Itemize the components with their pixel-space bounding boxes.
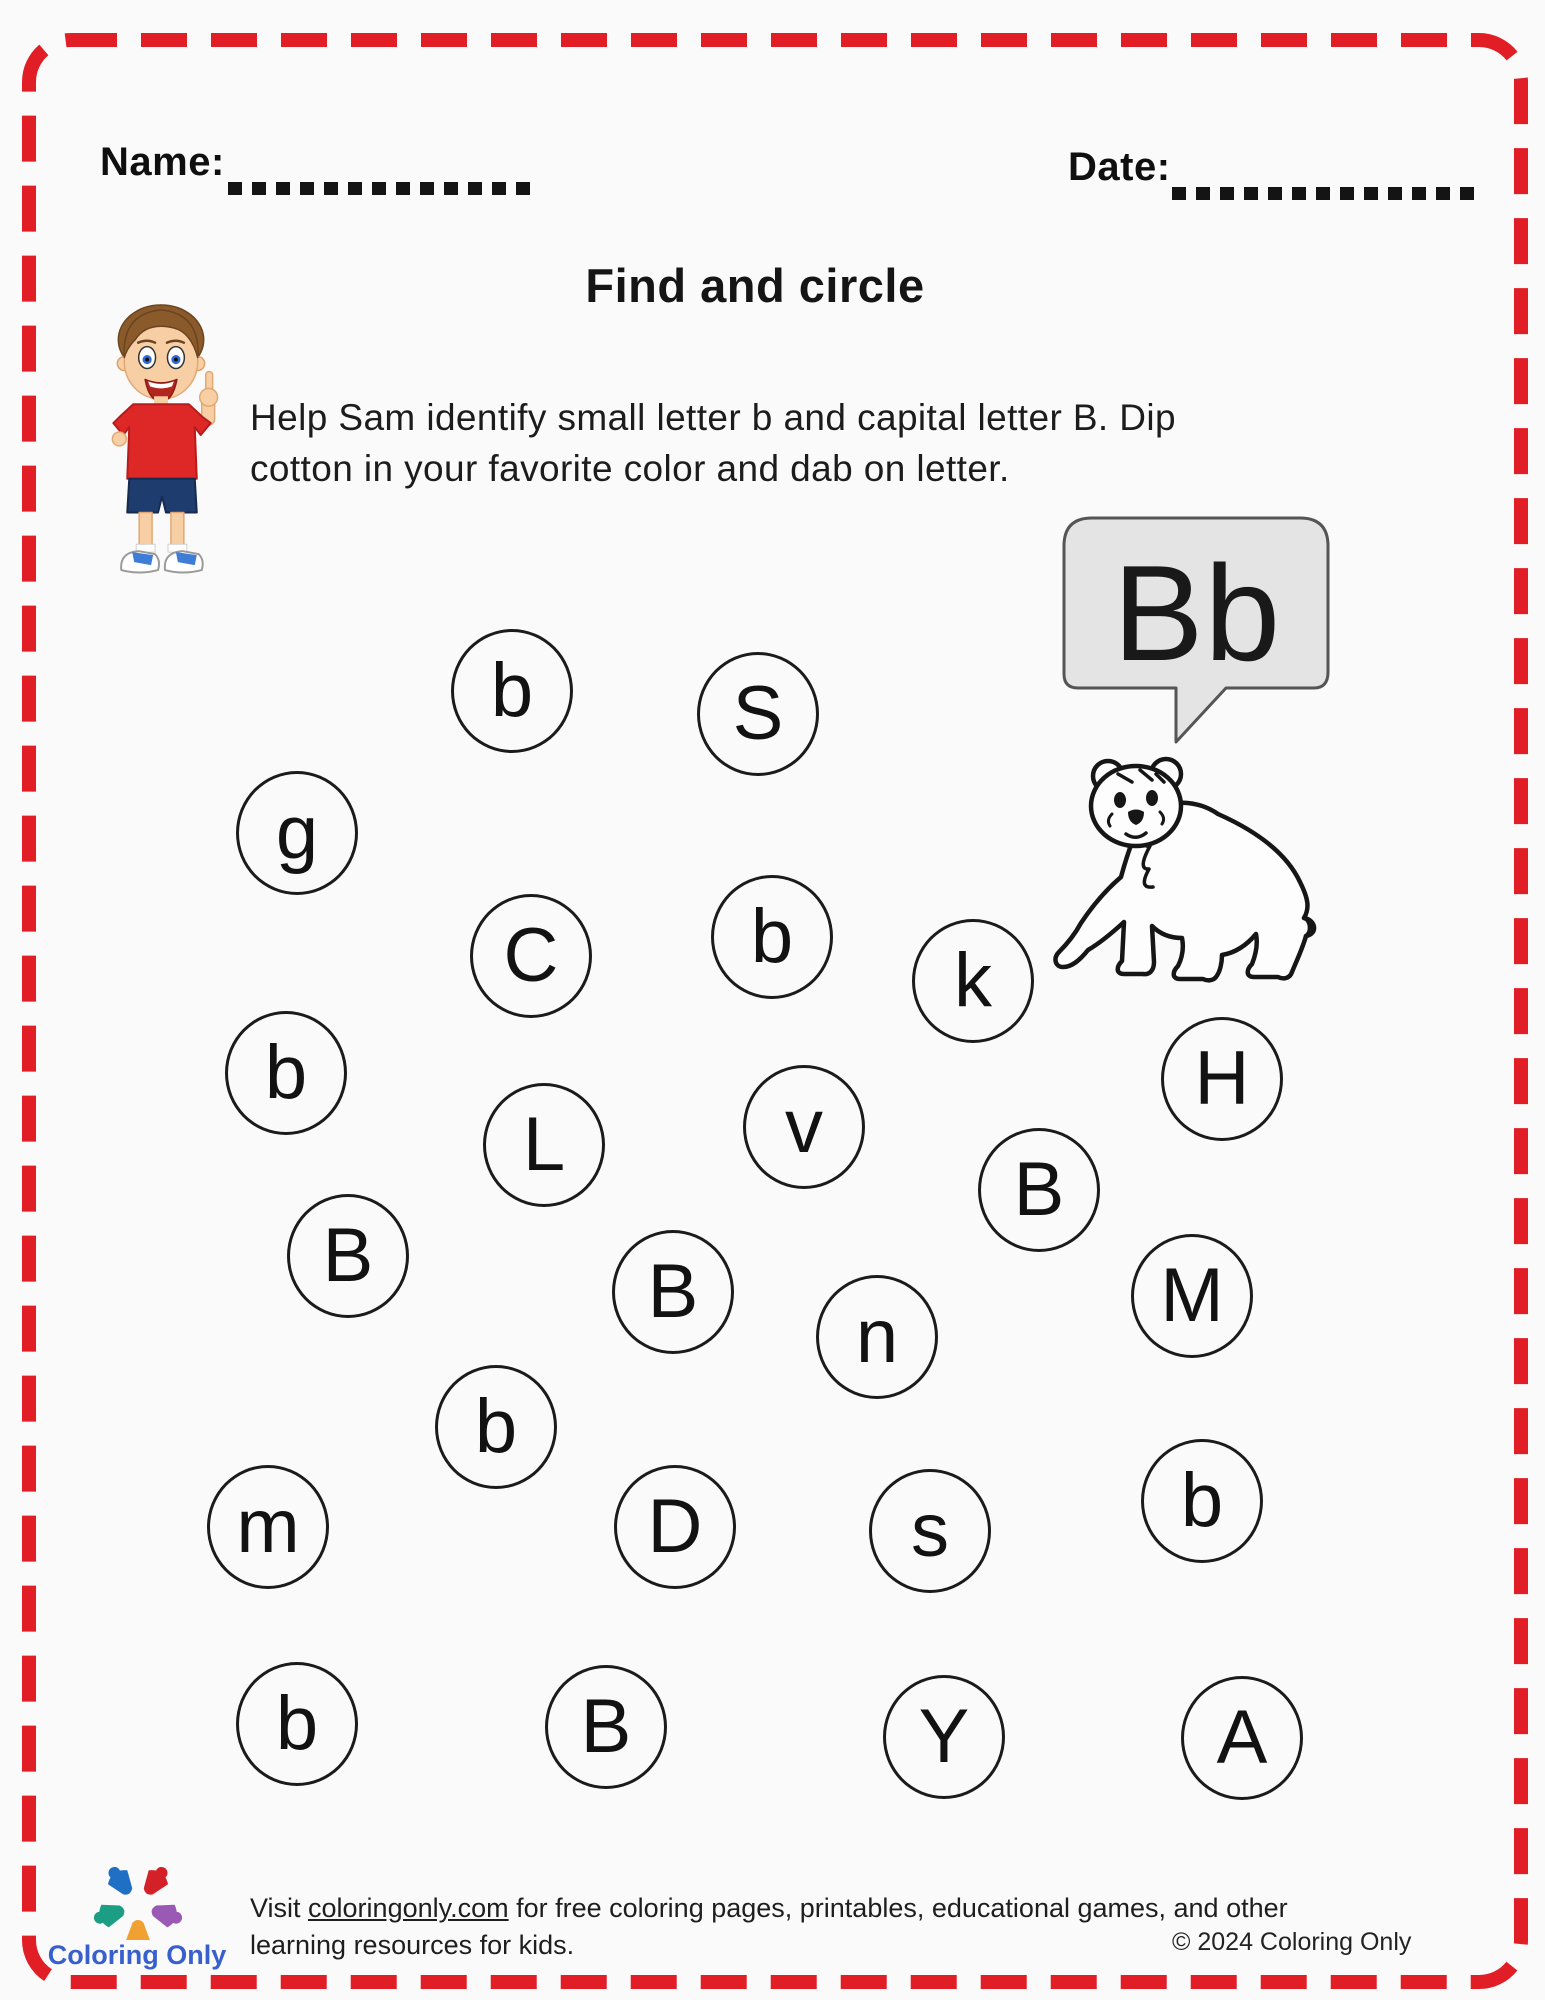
letter-glyph: B <box>1013 1147 1065 1232</box>
letter-glyph: m <box>236 1484 300 1569</box>
copyright: © 2024 Coloring Only <box>1172 1928 1412 1956</box>
letter-glyph: b <box>490 648 534 733</box>
letter-glyph: b <box>264 1030 308 1115</box>
name-label: Name: <box>100 140 225 184</box>
letter-circle-n-14[interactable] <box>816 1275 938 1399</box>
letter-glyph: n <box>855 1294 899 1379</box>
footer-note-prefix: Visit <box>250 1893 309 1923</box>
page-title: Find and circle <box>585 259 925 312</box>
letter-circle-M-13[interactable] <box>1131 1234 1253 1358</box>
letter-glyph: b <box>1180 1458 1224 1543</box>
letter-circle-b-15[interactable] <box>435 1365 557 1489</box>
letter-circle-A-23[interactable] <box>1181 1676 1303 1800</box>
letter-circle-b-4[interactable] <box>711 875 833 999</box>
letter-circle-Y-22[interactable] <box>883 1675 1005 1799</box>
letter-glyph: s <box>911 1488 949 1573</box>
letter-circle-S-1[interactable] <box>697 652 819 776</box>
letter-circle-b-6[interactable] <box>225 1011 347 1135</box>
letter-circle-B-21[interactable] <box>545 1665 667 1789</box>
coloring-only-logo-star-icon <box>83 1862 193 1940</box>
letter-glyph: Y <box>918 1694 970 1779</box>
letter-circle-B-12[interactable] <box>612 1230 734 1354</box>
letter-circle-m-16[interactable] <box>207 1465 329 1589</box>
letter-glyph: B <box>322 1213 374 1298</box>
letter-glyph: L <box>522 1102 566 1187</box>
letter-circle-H-7[interactable] <box>1161 1017 1283 1141</box>
letter-glyph: b <box>750 894 794 979</box>
letter-glyph: D <box>647 1484 703 1569</box>
letter-circle-B-11[interactable] <box>287 1194 409 1318</box>
letter-glyph: v <box>785 1084 823 1169</box>
letter-glyph: H <box>1194 1036 1250 1121</box>
coloringonly-link[interactable]: coloringonly.com <box>308 1893 509 1923</box>
letter-glyph: S <box>732 671 784 756</box>
letter-circle-s-18[interactable] <box>869 1469 991 1593</box>
letter-circle-g-2[interactable] <box>236 771 358 895</box>
footer-note-suffix: for free coloring pages, printables, educational games, and other learning resources for kids. <box>250 1893 1288 1960</box>
letter-circle-C-3[interactable] <box>470 894 592 1018</box>
instruction-line-2: cotton in your favorite color and dab on letter. <box>250 448 1010 489</box>
letter-glyph: b <box>275 1681 319 1766</box>
letter-glyph: B <box>647 1249 699 1334</box>
letter-circle-k-5[interactable] <box>912 919 1034 1043</box>
letter-circle-L-8[interactable] <box>483 1083 605 1207</box>
bubble-letters: Bb <box>1112 537 1282 689</box>
letter-circle-v-9[interactable] <box>743 1065 865 1189</box>
letter-circle-B-10[interactable] <box>978 1128 1100 1252</box>
letter-circle-D-17[interactable] <box>614 1465 736 1589</box>
letter-glyph: A <box>1216 1695 1268 1780</box>
date-label: Date: <box>1068 145 1171 189</box>
letter-glyph: B <box>580 1684 632 1769</box>
letter-glyph: M <box>1160 1253 1224 1338</box>
letter-glyph: g <box>275 790 319 875</box>
letter-circle-b-0[interactable] <box>451 629 573 753</box>
footer-note <box>250 1890 1295 1964</box>
letter-glyph: b <box>474 1384 518 1469</box>
letter-glyph: k <box>954 938 992 1023</box>
instruction-line-1: Help Sam identify small letter b and capital letter B. Dip <box>250 397 1176 438</box>
letter-circle-b-20[interactable] <box>236 1662 358 1786</box>
letter-circle-b-19[interactable] <box>1141 1439 1263 1563</box>
logo-wordmark: Coloring Only <box>47 1940 227 1970</box>
letter-glyph: C <box>503 913 559 998</box>
